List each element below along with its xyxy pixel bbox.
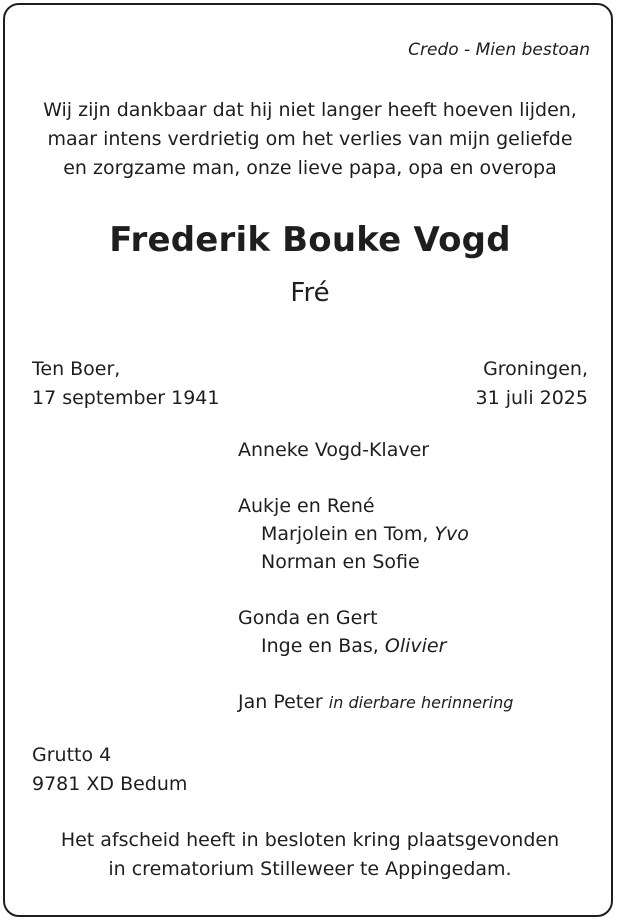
death-date: 31 juli 2025 [475, 387, 588, 409]
birth-place: Ten Boer, [32, 358, 121, 380]
address [32, 741, 187, 799]
spouse: Anneke Vogd-Klaver [238, 439, 430, 461]
deceased-nickname: Fré [290, 278, 330, 308]
closing-line: Het afscheid heeft in besloten kring plaatsgevonden [60, 829, 560, 851]
grandchild-marjolein [238, 520, 513, 548]
address-postal-city: 9781 XD Bedum [32, 773, 188, 795]
birth-info [32, 355, 219, 413]
intro-text [0, 96, 620, 183]
intro-line: en zorgzame man, onze lieve papa, opa en overopa [63, 157, 557, 179]
birth-date: 17 september 1941 [32, 387, 220, 409]
closing-line: in crematorium Stilleweer te Appingedam. [108, 858, 512, 880]
child-gonda: Gonda en Gert [238, 607, 378, 629]
address-street: Grutto 4 [32, 744, 112, 766]
death-place: Groningen, [483, 358, 588, 380]
grandchild-norman: Norman en Sofie [261, 551, 420, 573]
intro-line: Wij zijn dankbaar dat hij niet langer heeft hoeven lijden, [43, 99, 577, 121]
great-grandchild: Yvo [434, 523, 469, 545]
child-name: Jan Peter [238, 691, 323, 713]
closing-text [0, 826, 620, 884]
great-grandchild: Olivier [384, 635, 447, 657]
family-list [238, 436, 513, 716]
child-jan-peter [238, 688, 513, 716]
intro-line: maar intens verdrietig om het verlies van mijn geliefde [47, 128, 573, 150]
memorial-note: in dierbare herinnering [328, 693, 514, 712]
grandchild-couple: Marjolein en Tom, [261, 523, 429, 545]
death-info [476, 355, 589, 413]
grandchild-couple: Inge en Bas, [261, 635, 379, 657]
deceased-name: Frederik Bouke Vogd [109, 220, 511, 260]
motto: Credo - Mien bestoan [408, 40, 590, 60]
grandchild-inge [238, 632, 513, 660]
child-aukje: Aukje en René [238, 495, 375, 517]
